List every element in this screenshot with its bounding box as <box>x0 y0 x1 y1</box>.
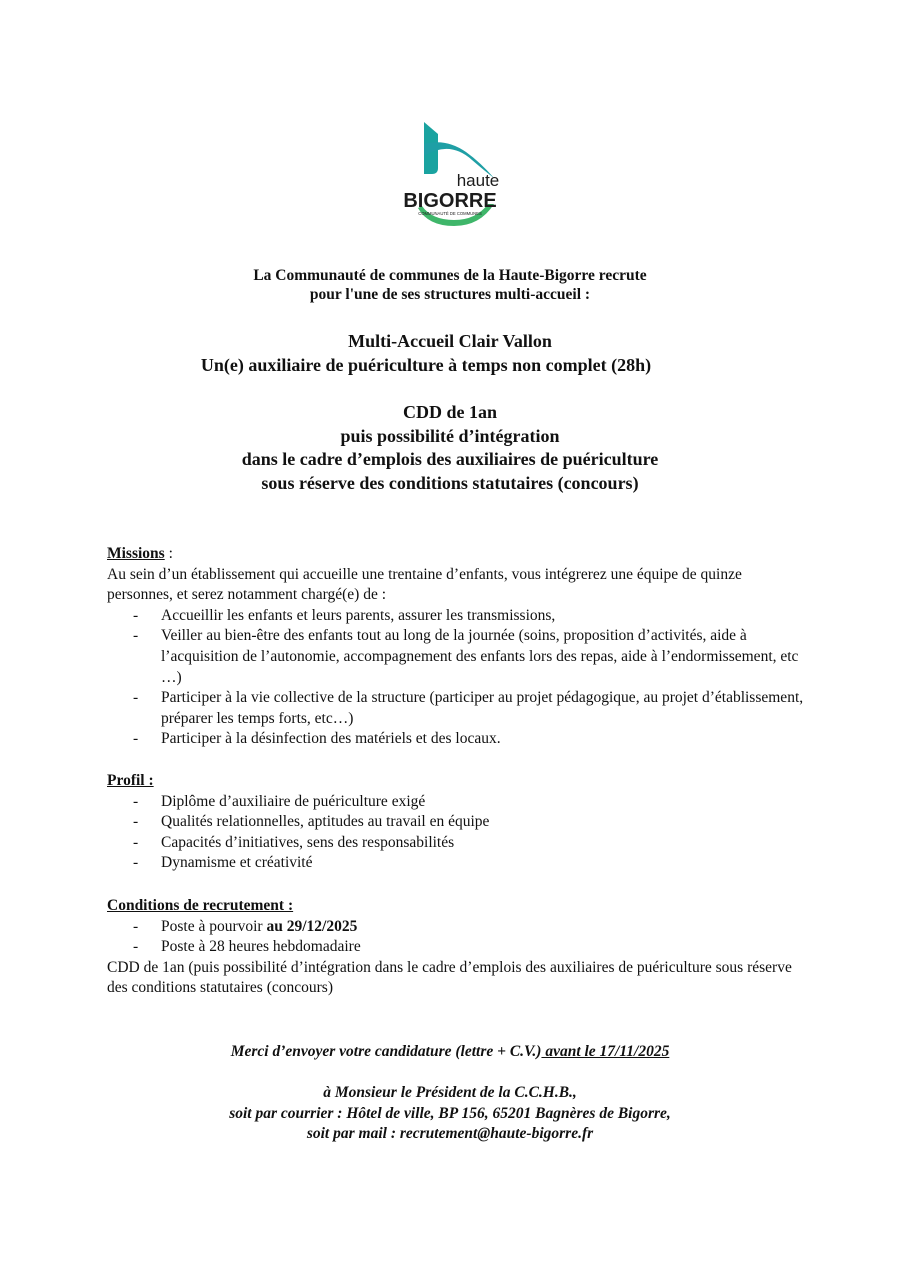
profil-section <box>107 771 807 874</box>
list-item: - Dynamisme et créativité <box>107 853 807 874</box>
job-title-block <box>90 330 810 377</box>
address-block <box>90 1083 810 1145</box>
intro-line-1: La Communauté de communes de la Haute-Bigorre recrute <box>253 267 647 284</box>
profil-heading: Profil : <box>107 772 154 789</box>
list-item: - Accueillir les enfants et leurs parents, assurer les transmissions, <box>107 606 807 627</box>
conditions-note: CDD de 1an (puis possibilité d’intégration dans le cadre d’emplois des auxiliaires de puériculture sous réserve des conditions statutaires (concours) <box>107 958 792 997</box>
haute-bigorre-logo <box>388 112 512 236</box>
list-item: - Qualités relationnelles, aptitudes au travail en équipe <box>107 812 807 833</box>
intro-line-2: pour l'une de ses structures multi-accueil : <box>309 286 591 303</box>
start-date: au 29/12/2025 <box>266 917 358 935</box>
conditions-heading-line <box>107 896 807 917</box>
missions-list <box>107 606 807 750</box>
contract-line-3: dans le cadre d’emplois des auxiliaires de puériculture <box>241 449 659 469</box>
list-item <box>107 917 807 938</box>
profil-heading-line <box>107 771 807 792</box>
missions-heading: Missions <box>107 545 165 562</box>
list-item: - Participer à la vie collective de la structure (participer au projet pédagogique, au projet d’établissement, préparer les temps forts, etc…) <box>107 688 807 729</box>
address-recipient: à Monsieur le Président de la C.C.H.B., <box>323 1084 577 1101</box>
contract-line-4: sous réserve des conditions statutaires (concours) <box>261 472 639 493</box>
application-call <box>90 1042 810 1063</box>
list-item: - Capacités d’initiatives, sens des responsabilités <box>107 833 807 854</box>
job-title: Un(e) auxiliaire de puériculture à temps non complet (28h) <box>200 354 652 375</box>
contract-line-1: CDD de 1an <box>402 402 497 422</box>
missions-heading-suffix: : <box>164 545 173 562</box>
list-item: - Veiller au bien-être des enfants tout au long de la journée (soins, proposition d’activités, aide à l’acquisition de l’autonomie, accompagnement des enfants lors des repas, aide à l’endormissement, etc …) <box>107 626 807 688</box>
conditions-list <box>107 917 807 958</box>
list-item: - Participer à la désinfection des matériels et des locaux. <box>107 729 807 750</box>
conditions-heading: Conditions de recrutement : <box>107 897 294 914</box>
contract-line-2: puis possibilité d’intégration <box>340 425 560 446</box>
missions-heading-line <box>107 544 807 565</box>
application-text: Merci d’envoyer votre candidature (lettre + C.V.) <box>230 1043 542 1060</box>
list-item: - Poste à 28 heures hebdomadaire <box>107 937 807 958</box>
intro-block <box>100 266 800 304</box>
profil-list <box>107 792 807 874</box>
application-deadline: avant le 17/11/2025 <box>541 1043 670 1060</box>
start-date-prefix: Poste à pourvoir <box>161 917 267 935</box>
logo-text-bigorre: BIGORRE <box>403 190 497 212</box>
structure-name: Multi-Accueil Clair Vallon <box>348 331 552 351</box>
contract-block <box>90 401 810 495</box>
conditions-section <box>107 896 807 999</box>
missions-section <box>107 544 807 750</box>
address-postal: soit par courrier : Hôtel de ville, BP 156, 65201 Bagnères de Bigorre, <box>229 1104 671 1122</box>
missions-intro: Au sein d’un établissement qui accueille une trentaine d’enfants, vous intégrerez une équipe de quinze personnes, et serez notamment chargé(e) de : <box>107 565 742 604</box>
logo-text-haute: haute <box>456 171 500 190</box>
list-item: - Diplôme d’auxiliaire de puériculture exigé <box>107 792 807 813</box>
logo-text-subtitle: COMMUNAUTÉ DE COMMUNES <box>418 211 482 216</box>
address-email: soit par mail : recrutement@haute-bigorre.fr <box>306 1125 594 1143</box>
logo-graphic <box>388 112 512 236</box>
